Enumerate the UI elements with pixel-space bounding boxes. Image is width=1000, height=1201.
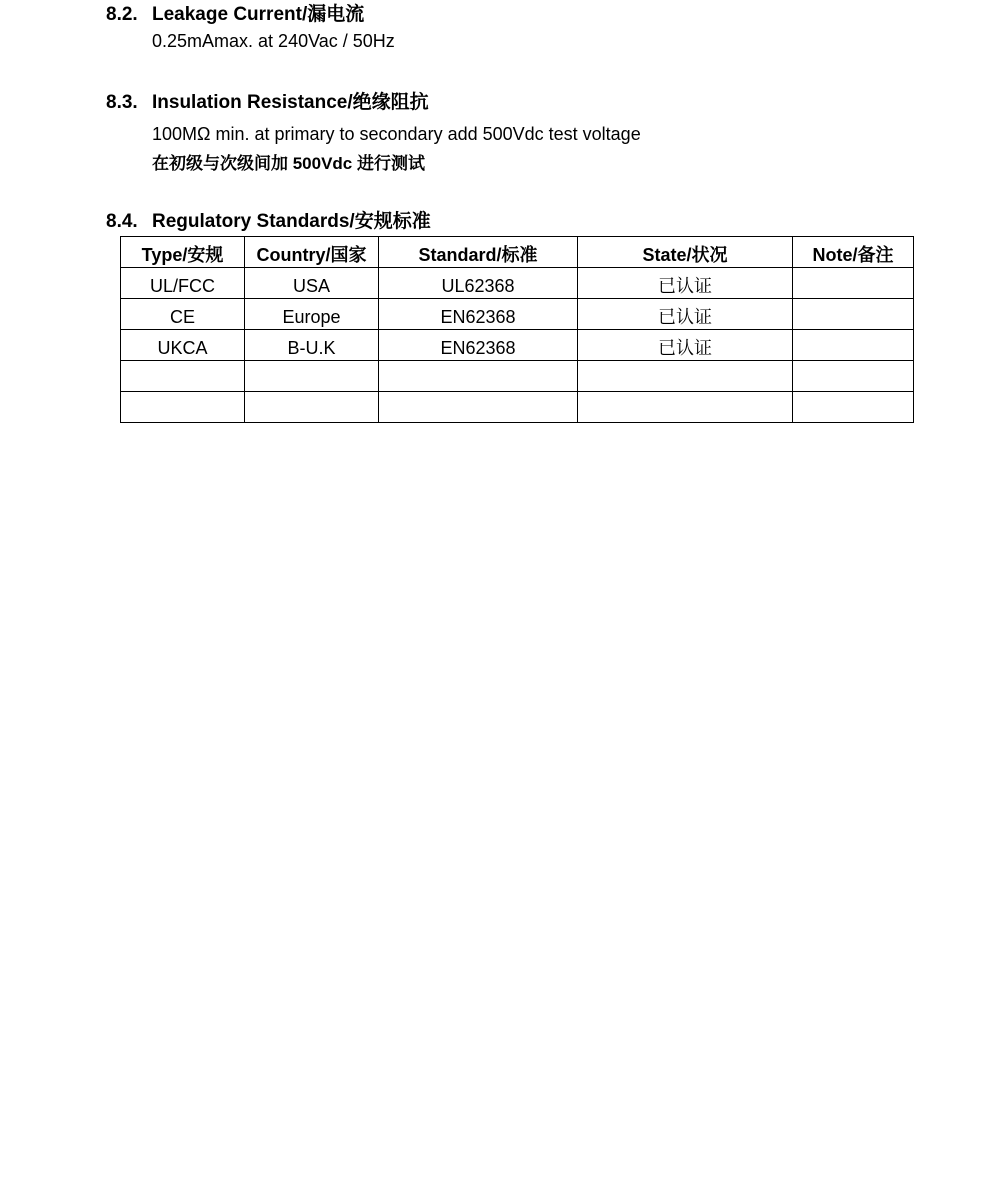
section-heading [106, 91, 926, 115]
section-regulatory-standards [106, 210, 926, 234]
table-row [121, 268, 914, 299]
cell-note [793, 268, 914, 299]
cell-standard [379, 361, 578, 392]
leakage-current-spec: 0.25mAmax. at 240Vac / 50Hz [152, 31, 395, 51]
cell-country: Europe [245, 299, 379, 330]
section-number: 8.3. [106, 92, 138, 113]
cell-type: UKCA [121, 330, 245, 361]
section-number: 8.2. [106, 4, 138, 25]
cell-type [121, 361, 245, 392]
insulation-resistance-spec-cn: 在初级与次级间加 500Vdc 进行测试 [152, 154, 425, 173]
section-heading [106, 3, 926, 27]
cell-type: UL/FCC [121, 268, 245, 299]
cell-state: 已认证 [578, 299, 793, 330]
section-title: Insulation Resistance/绝缘阻抗 [152, 92, 429, 113]
table-row [121, 361, 914, 392]
cell-standard: EN62368 [379, 330, 578, 361]
header-country: Country/国家 [245, 237, 379, 268]
section-number: 8.4. [106, 211, 138, 232]
header-type: Type/安规 [121, 237, 245, 268]
cell-standard [379, 392, 578, 423]
table-row [121, 330, 914, 361]
section-heading [106, 210, 926, 234]
cell-state: 已认证 [578, 268, 793, 299]
cell-country [245, 392, 379, 423]
header-standard: Standard/标准 [379, 237, 578, 268]
cell-state [578, 361, 793, 392]
cell-note [793, 361, 914, 392]
cell-country: B-U.K [245, 330, 379, 361]
cell-note [793, 392, 914, 423]
section-leakage-current [106, 3, 926, 56]
cell-standard: UL62368 [379, 268, 578, 299]
table-header-row [121, 237, 914, 268]
insulation-resistance-spec: 100MΩ min. at primary to secondary add 500Vdc test voltage [152, 124, 641, 144]
section-insulation-resistance [106, 91, 926, 178]
regulatory-standards-table [120, 236, 914, 423]
cell-standard: EN62368 [379, 299, 578, 330]
cell-note [793, 330, 914, 361]
cell-type: CE [121, 299, 245, 330]
table-row [121, 392, 914, 423]
cell-state: 已认证 [578, 330, 793, 361]
section-title: Regulatory Standards/安规标准 [152, 211, 431, 232]
cell-type [121, 392, 245, 423]
cell-state [578, 392, 793, 423]
section-title: Leakage Current/漏电流 [152, 4, 365, 25]
header-note: Note/备注 [793, 237, 914, 268]
cell-note [793, 299, 914, 330]
cell-country [245, 361, 379, 392]
table-row [121, 299, 914, 330]
cell-country: USA [245, 268, 379, 299]
header-state: State/状况 [578, 237, 793, 268]
